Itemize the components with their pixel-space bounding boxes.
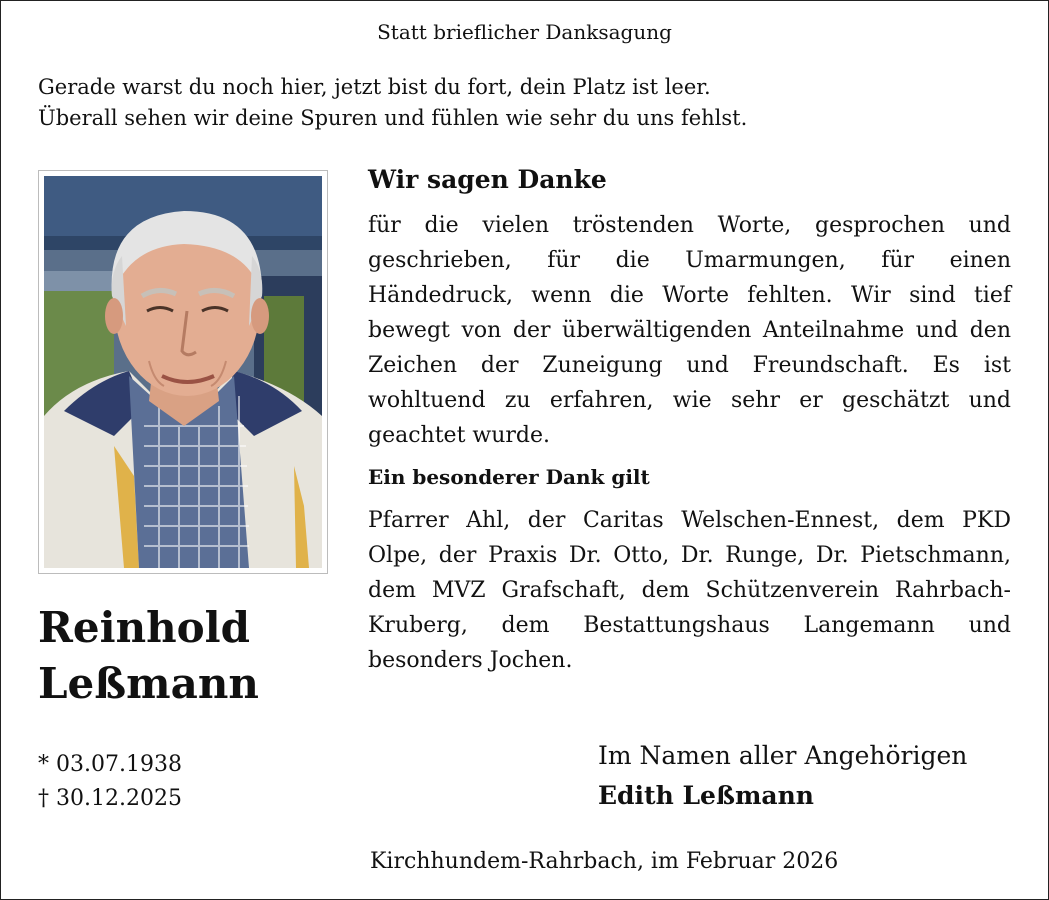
- closing-line: Im Namen aller Angehörigen: [598, 741, 968, 770]
- death-date: † 30.12.2025: [38, 786, 182, 811]
- birth-date: * 03.07.1938: [38, 752, 182, 777]
- notice-header: Statt brieflicher Danksagung: [377, 20, 672, 44]
- place-and-date: Kirchhundem-Rahrbach, im Februar 2026: [370, 849, 839, 874]
- thanks-heading: Wir sagen Danke: [368, 165, 607, 194]
- deceased-first-name: Reinhold: [38, 603, 250, 652]
- motto-line-2: Überall sehen wir deine Spuren und fühlen wie sehr du uns fehlst.: [38, 106, 748, 130]
- closing-block: [598, 736, 967, 816]
- thanks-section: [368, 165, 1011, 690]
- motto: [38, 72, 747, 134]
- signer-name: Edith Leßmann: [598, 781, 814, 810]
- motto-line-1: Gerade warst du noch hier, jetzt bist du fort, dein Platz ist leer.: [38, 75, 711, 99]
- deceased-last-name: Leßmann: [38, 659, 259, 708]
- special-thanks-heading: Ein besonderer Dank gilt: [368, 465, 650, 489]
- thanks-body: für die vielen tröstenden Worte, gesprochen und geschrieben, für die Umarmungen, für einen Händedruck, wenn die Worte fehlten. Wir sind tief bewegt von der überwältigenden Anteilnahme und den Zeichen der Zuneigung und Freundschaft. Es ist wohltuend zu erfahren, wie sehr er geschätzt und geachtet wurde.: [368, 213, 1011, 448]
- special-thanks-body: Pfarrer Ahl, der Caritas Welschen-Ennest, dem PKD Olpe, der Praxis Dr. Otto, Dr. Runge, Dr. Pietschmann, dem MVZ Grafschaft, dem Schützenverein Rahrbach-Kruberg, dem Bestattungshaus Langemann und besonders Jochen.: [368, 508, 1011, 673]
- portrait-photo: [38, 170, 328, 574]
- portrait-image: [44, 176, 322, 568]
- deceased-name: [38, 600, 259, 712]
- life-dates: [38, 748, 182, 816]
